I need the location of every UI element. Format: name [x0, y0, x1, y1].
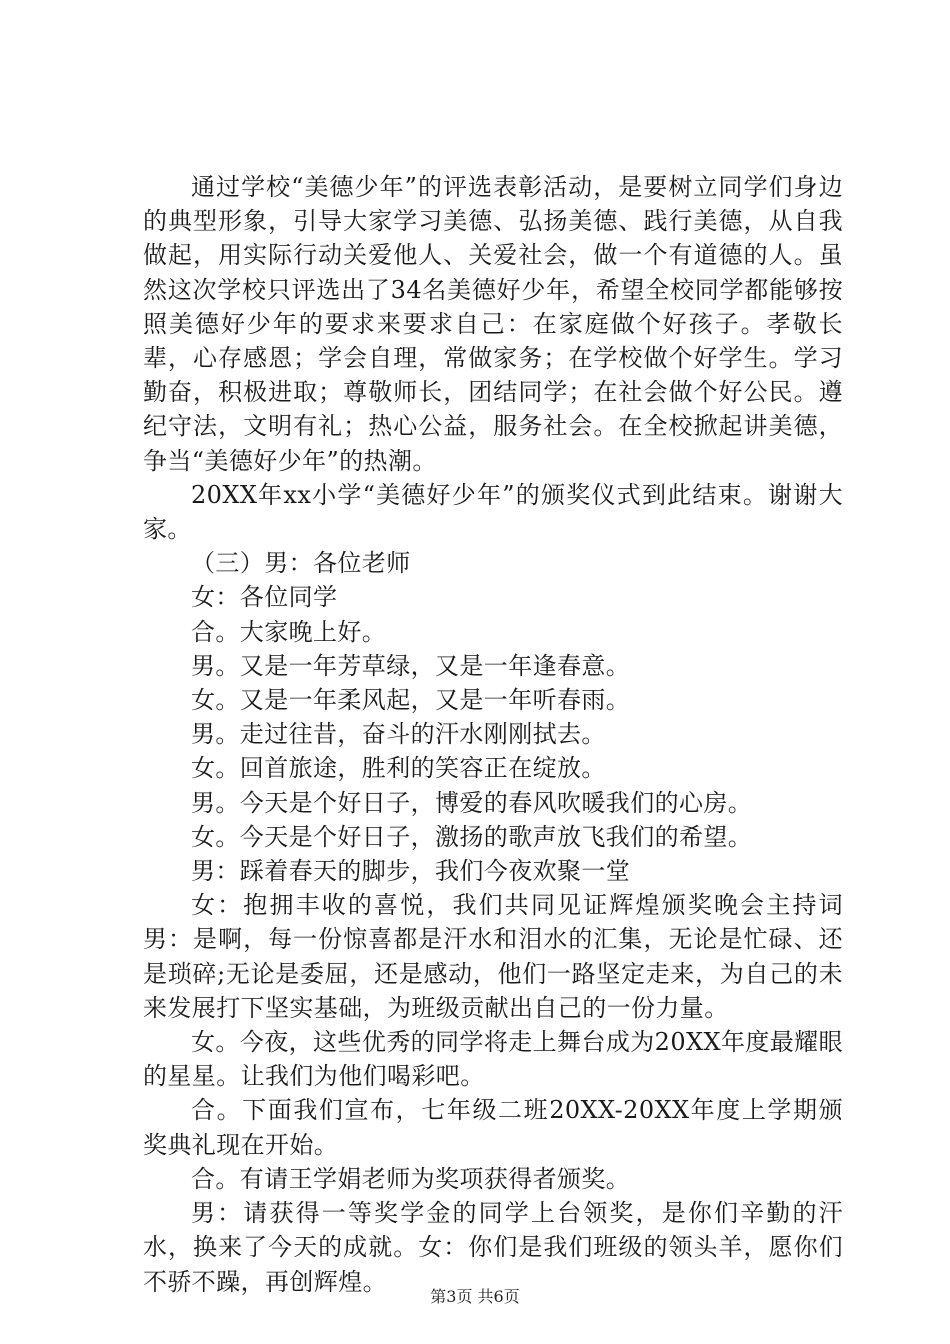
paragraph: 男。又是一年芳草绿，又是一年逢春意。	[191, 651, 631, 680]
document-body	[143, 170, 843, 1299]
paragraph: 女。今天是个好日子，激扬的歌声放飞我们的希望。	[191, 822, 753, 851]
paragraph: 合。下面我们宣布，七年级二班20XX-20XX年度上学期颁奖典礼现在开始。	[143, 1096, 843, 1159]
paragraph: 通过学校“美德少年”的评选表彰活动，是要树立同学们身边的典型形象，引导大家学习美德、弘扬美德、践行美德，从自我做起，用实际行动关爱他人、关爱社会，做一个有道德的人。虽然这次学校只评选出了34名美德好少年，希望全校同学都能够按照美德好少年的要求来要求自己：在家庭做个好孩子。孝敬长辈，心存感恩；学会自理，常做家务；在学校做个好学生。学习勤奋，积极进取；尊敬师长，团结同学；在社会做个好公民。遵纪守法，文明有礼；热心公益，服务社会。在全校掀起讲美德，争当“美德好少年”的热潮。	[143, 173, 843, 475]
paragraph: 女：各位同学	[191, 583, 338, 612]
paragraph: 女。又是一年柔风起，又是一年听春雨。	[191, 686, 631, 715]
paragraph: 男：请获得一等奖学金的同学上台领奖，是你们辛勤的汗水，换来了今天的成就。女：你们是我们班级的领头羊，愿你们不骄不躁，再创辉煌。	[143, 1199, 843, 1296]
paragraph: 男。走过往昔，奋斗的汗水刚刚拭去。	[191, 720, 606, 749]
paragraph: 女：抱拥丰收的喜悦，我们共同见证辉煌颁奖晚会主持词男：是啊，每一份惊喜都是汗水和泪水的汇集，无论是忙碌、还是琐碎;无论是委屈，还是感动，他们一路坚定走来，为自己的未来发展打下坚实基础，为班级贡献出自己的一份力量。	[143, 891, 843, 1022]
paragraph: 合。有请王学娟老师为奖项获得者颁奖。	[191, 1164, 631, 1193]
paragraph: 合。大家晚上好。	[191, 617, 387, 646]
page-number-footer: 第3页 共6页	[430, 1287, 520, 1306]
paragraph: （三）男：各位老师	[191, 549, 411, 578]
paragraph: 男：踩着春天的脚步，我们今夜欢聚一堂	[191, 857, 631, 886]
paragraph: 女。今夜，这些优秀的同学将走上舞台成为20XX年度最耀眼的星星。让我们为他们喝彩吧。	[143, 1028, 843, 1091]
paragraph: 20XX年xx小学“美德好少年”的颁奖仪式到此结束。谢谢大家。	[143, 480, 843, 544]
paragraph: 女。回首旅途，胜利的笑容正在绽放。	[191, 754, 606, 783]
paragraph: 男。今天是个好日子，博爱的春风吹暖我们的心房。	[191, 788, 753, 817]
